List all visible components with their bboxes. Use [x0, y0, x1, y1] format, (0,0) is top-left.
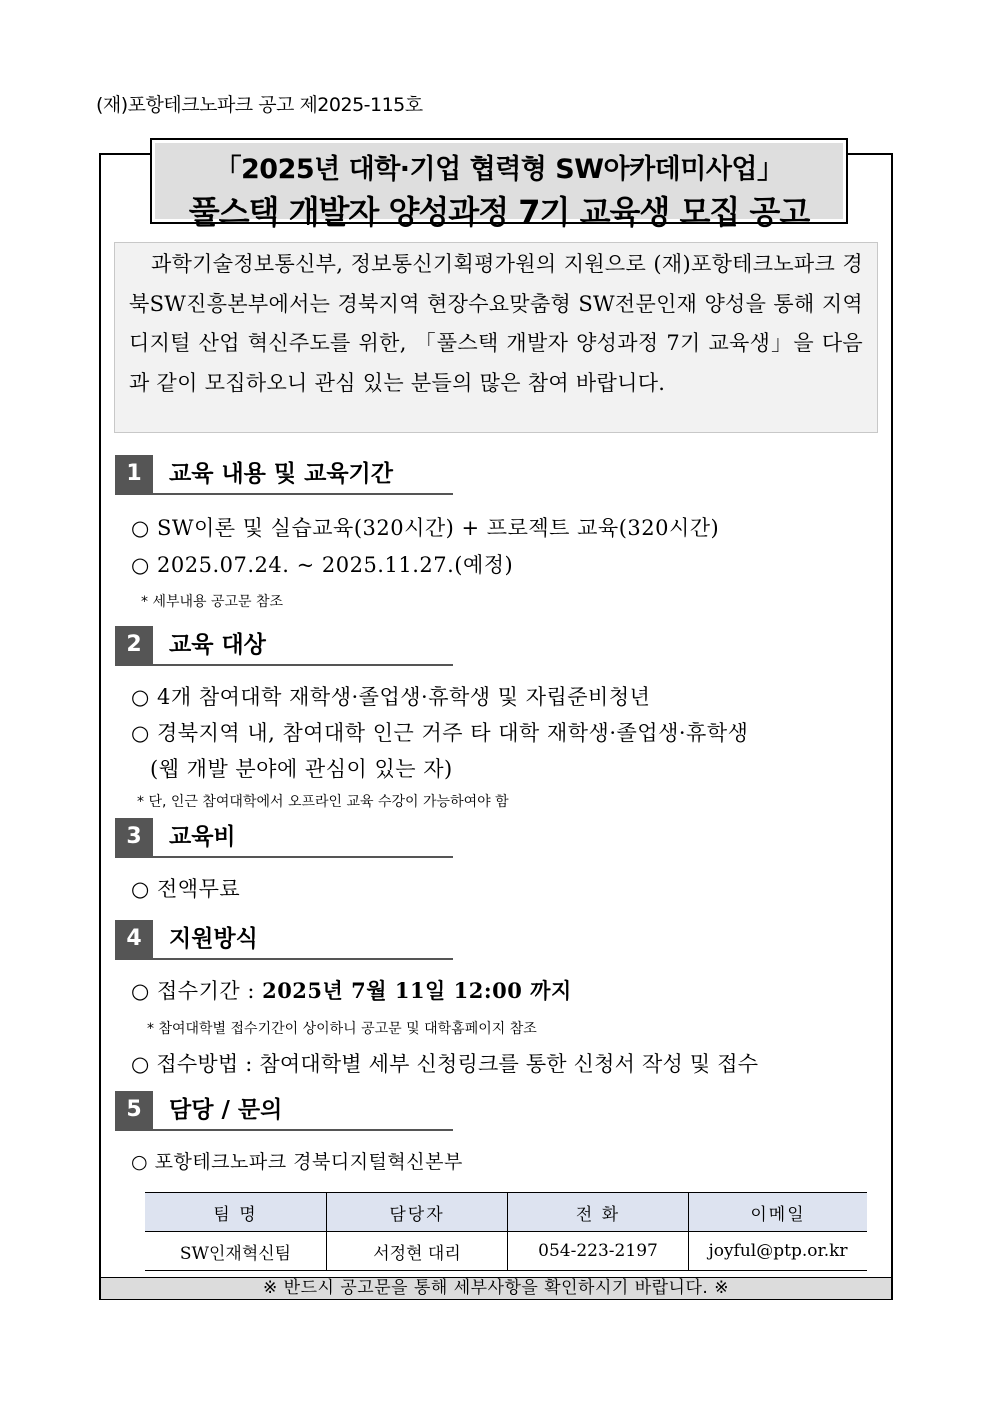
contact-table-header-row	[145, 1193, 867, 1232]
section-3-item-1: ○ 전액무료	[131, 877, 241, 901]
section-3-header	[115, 818, 453, 858]
intro-paragraph	[114, 242, 878, 433]
table-row	[145, 1232, 867, 1271]
section-4-note: * 참여대학별 접수기간이 상이하니 공고문 및 대학홈페이지 참조	[147, 1021, 537, 1037]
header-email: 이메일	[689, 1193, 868, 1232]
section-1-item-1: ○ SW이론 및 실습교육(320시간) + 프로젝트 교육(320시간)	[131, 516, 720, 540]
header-phone: 전 화	[508, 1193, 689, 1232]
apply-period-label: ○ 접수기간 :	[131, 979, 263, 1003]
notice-number: (재)포항테크노파크 공고 제2025-115호	[96, 94, 423, 116]
section-1-note: * 세부내용 공고문 참조	[141, 594, 284, 610]
section-2-item-1: ○ 4개 참여대학 재학생·졸업생·휴학생 및 자립준비청년	[131, 685, 651, 709]
apply-period	[131, 975, 572, 1005]
section-2-note: * 단, 인근 참여대학에서 오프라인 교육 수강이 가능하여야 함	[137, 794, 509, 810]
section-1-item-2: ○ 2025.07.24. ~ 2025.11.27.(예정)	[131, 553, 514, 577]
section-1-number: 1	[115, 455, 153, 493]
title-line-1: 「2025년 대학·기업 협력형 SW아카데미사업」	[214, 154, 784, 185]
section-2-number: 2	[115, 626, 153, 664]
contact-table	[145, 1192, 867, 1271]
title-box	[150, 138, 848, 231]
section-2-item-2: ○ 경북지역 내, 참여대학 인근 거주 타 대학 재학생·졸업생·휴학생	[131, 721, 749, 745]
section-1-title: 교육 내용 및 교육기간	[169, 461, 393, 487]
section-2-header	[115, 626, 453, 666]
section-4-header	[115, 920, 453, 960]
section-2-item-3: (웹 개발 분야에 관심이 있는 자)	[150, 757, 453, 781]
cell-phone: 054-223-2197	[508, 1232, 689, 1271]
intro-text: 과학기술정보통신부, 정보통신기획평가원의 지원으로 (재)포항테크노파크 경북SW진흥본부에서는 경북지역 현장수요맞춤형 SW전문인재 양성을 통해 지역 디지털 산업 혁신주도를 위한, 「풀스택 개발자 양성과정 7기 교육생」을 다음과 같이 모집하오니 관심 있는 분들의 많은 참여 바랍니다.	[129, 252, 863, 395]
section-5-title: 담당 / 문의	[169, 1097, 283, 1123]
footer-note: ※ 반드시 공고문을 통해 세부사항을 확인하시기 바랍니다. ※	[101, 1277, 891, 1299]
header-team: 팀 명	[145, 1193, 327, 1232]
apply-method: ○ 접수방법 : 참여대학별 세부 신청링크를 통한 신청서 작성 및 접수	[131, 1052, 759, 1076]
section-2-title: 교육 대상	[169, 632, 266, 658]
cell-email: joyful@ptp.or.kr	[689, 1232, 868, 1271]
title-box-inner	[155, 143, 843, 231]
cell-manager: 서정현 대리	[327, 1232, 508, 1271]
section-5-header	[115, 1091, 453, 1131]
section-4-title: 지원방식	[169, 926, 258, 952]
section-3-title: 교육비	[169, 824, 236, 850]
section-5-item-1: ○ 포항테크노파크 경북디지털혁신본부	[131, 1151, 463, 1173]
section-3-number: 3	[115, 818, 153, 856]
header-manager: 담당자	[327, 1193, 508, 1232]
section-5-number: 5	[115, 1091, 153, 1129]
apply-period-value: 2025년 7월 11일 12:00 까지	[262, 978, 572, 1003]
section-1-header	[115, 455, 453, 495]
title-line-2: 풀스택 개발자 양성과정 7기 교육생 모집 공고	[188, 193, 810, 231]
section-4-number: 4	[115, 920, 153, 958]
cell-team: SW인재혁신팀	[145, 1232, 327, 1271]
